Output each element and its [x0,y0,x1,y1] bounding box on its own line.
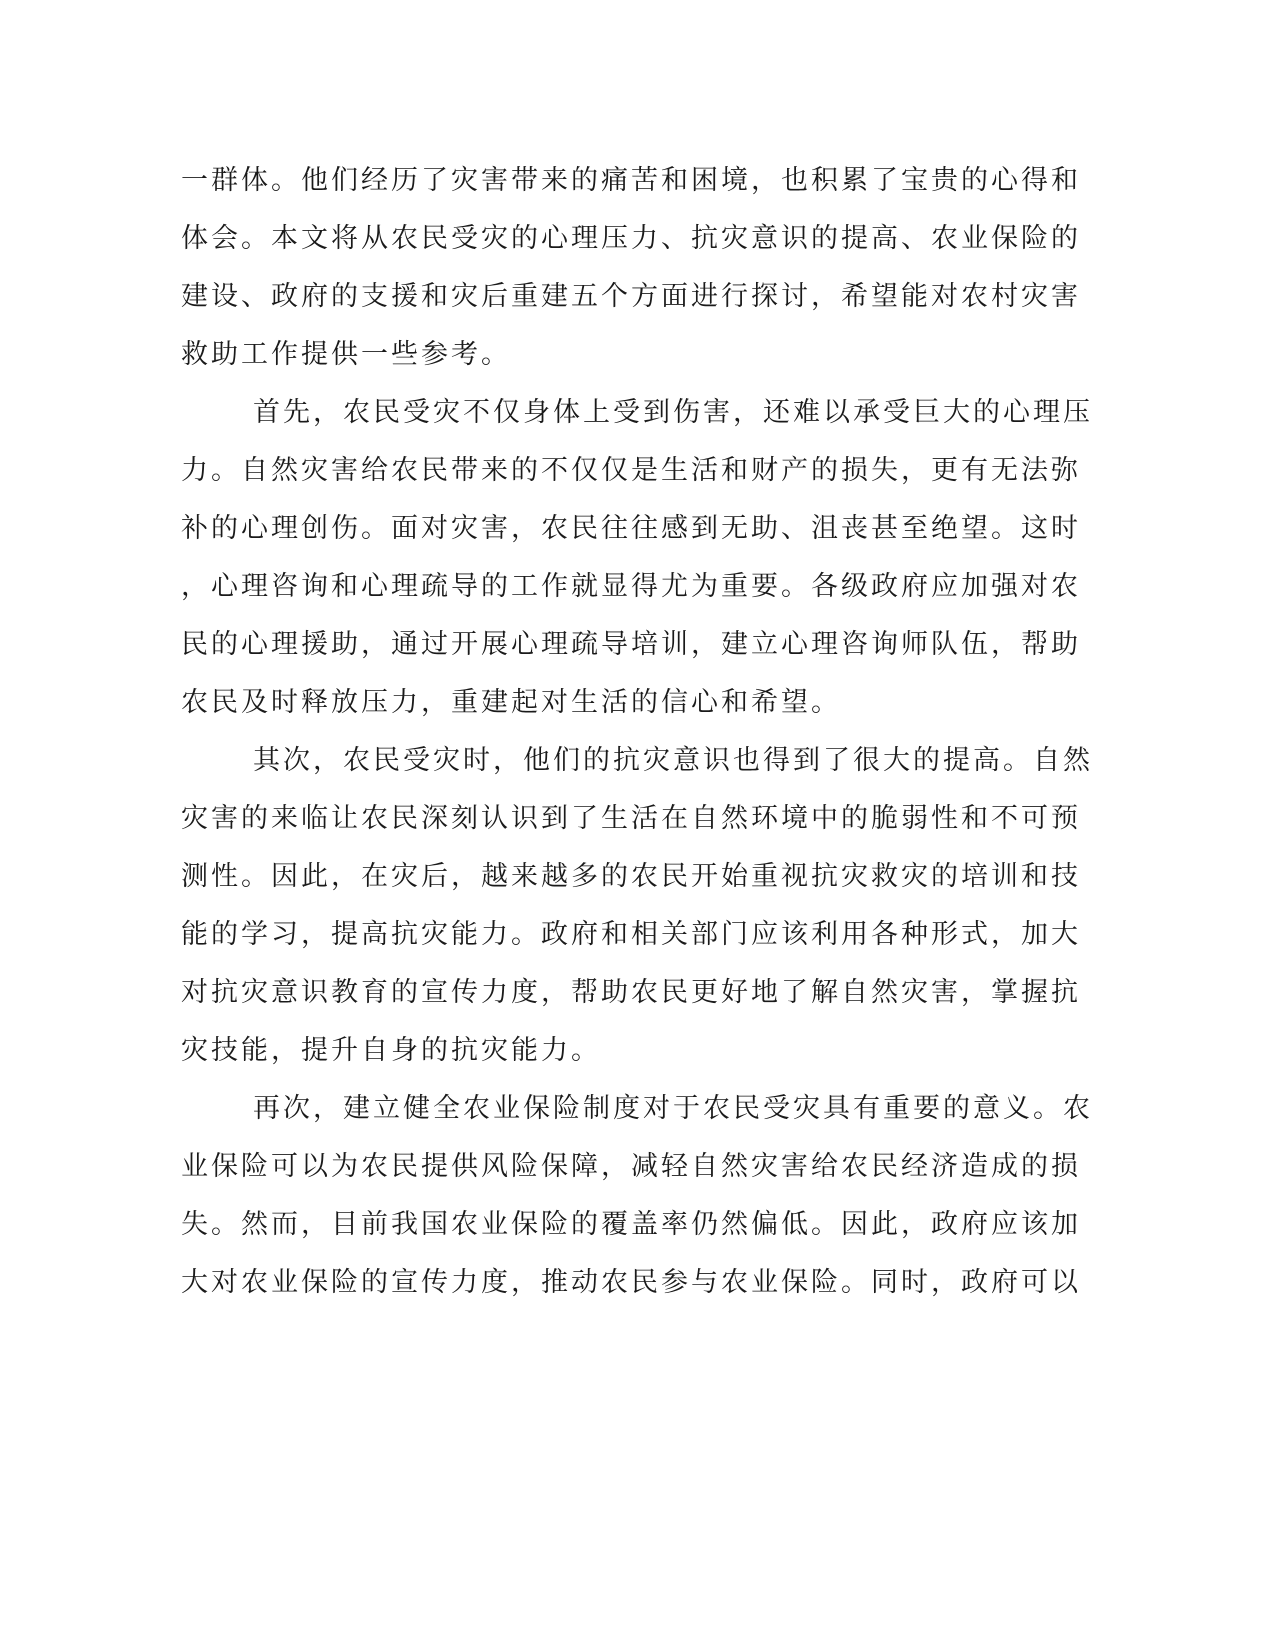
text-line: 灾技能，提升自身的抗灾能力。 [181,1035,601,1066]
paragraph-psychological-pressure [181,390,1093,738]
text-line: 一群体。他们经历了灾害带来的痛苦和困境，也积累了宝贵的心得和 [181,165,1081,196]
paragraph-disaster-awareness [181,738,1093,1086]
text-line: 业保险可以为农民提供风险保障，减轻自然灾害给农民经济造成的损 [181,1151,1081,1182]
text-line: 再次，建立健全农业保险制度对于农民受灾具有重要的意义。农 [253,1093,1093,1124]
text-line: 对抗灾意识教育的宣传力度，帮助农民更好地了解自然灾害，掌握抗 [181,977,1081,1008]
paragraph-intro-continued [181,158,1081,390]
body-text [181,158,1093,1318]
text-line: 救助工作提供一些参考。 [181,339,511,370]
text-line: 失。然而，目前我国农业保险的覆盖率仍然偏低。因此，政府应该加 [181,1209,1081,1240]
text-line: 灾害的来临让农民深刻认识到了生活在自然环境中的脆弱性和不可预 [181,803,1081,834]
text-line: ，心理咨询和心理疏导的工作就显得尤为重要。各级政府应加强对农 [181,571,1081,602]
text-line: 能的学习，提高抗灾能力。政府和相关部门应该利用各种形式，加大 [181,919,1081,950]
text-line: 农民及时释放压力，重建起对生活的信心和希望。 [181,687,841,718]
text-line: 测性。因此，在灾后，越来越多的农民开始重视抗灾救灾的培训和技 [181,861,1081,892]
text-line: 建设、政府的支援和灾后重建五个方面进行探讨，希望能对农村灾害 [181,281,1081,312]
text-line: 大对农业保险的宣传力度，推动农民参与农业保险。同时，政府可以 [181,1267,1081,1298]
text-line: 补的心理创伤。面对灾害，农民往往感到无助、沮丧甚至绝望。这时 [181,513,1081,544]
text-line: 力。自然灾害给农民带来的不仅仅是生活和财产的损失，更有无法弥 [181,455,1081,486]
paragraph-agricultural-insurance [181,1086,1093,1318]
text-line: 其次，农民受灾时，他们的抗灾意识也得到了很大的提高。自然 [253,745,1093,776]
text-line: 体会。本文将从农民受灾的心理压力、抗灾意识的提高、农业保险的 [181,223,1081,254]
text-line: 首先，农民受灾不仅身体上受到伤害，还难以承受巨大的心理压 [253,397,1093,428]
text-line: 民的心理援助，通过开展心理疏导培训，建立心理咨询师队伍，帮助 [181,629,1081,660]
